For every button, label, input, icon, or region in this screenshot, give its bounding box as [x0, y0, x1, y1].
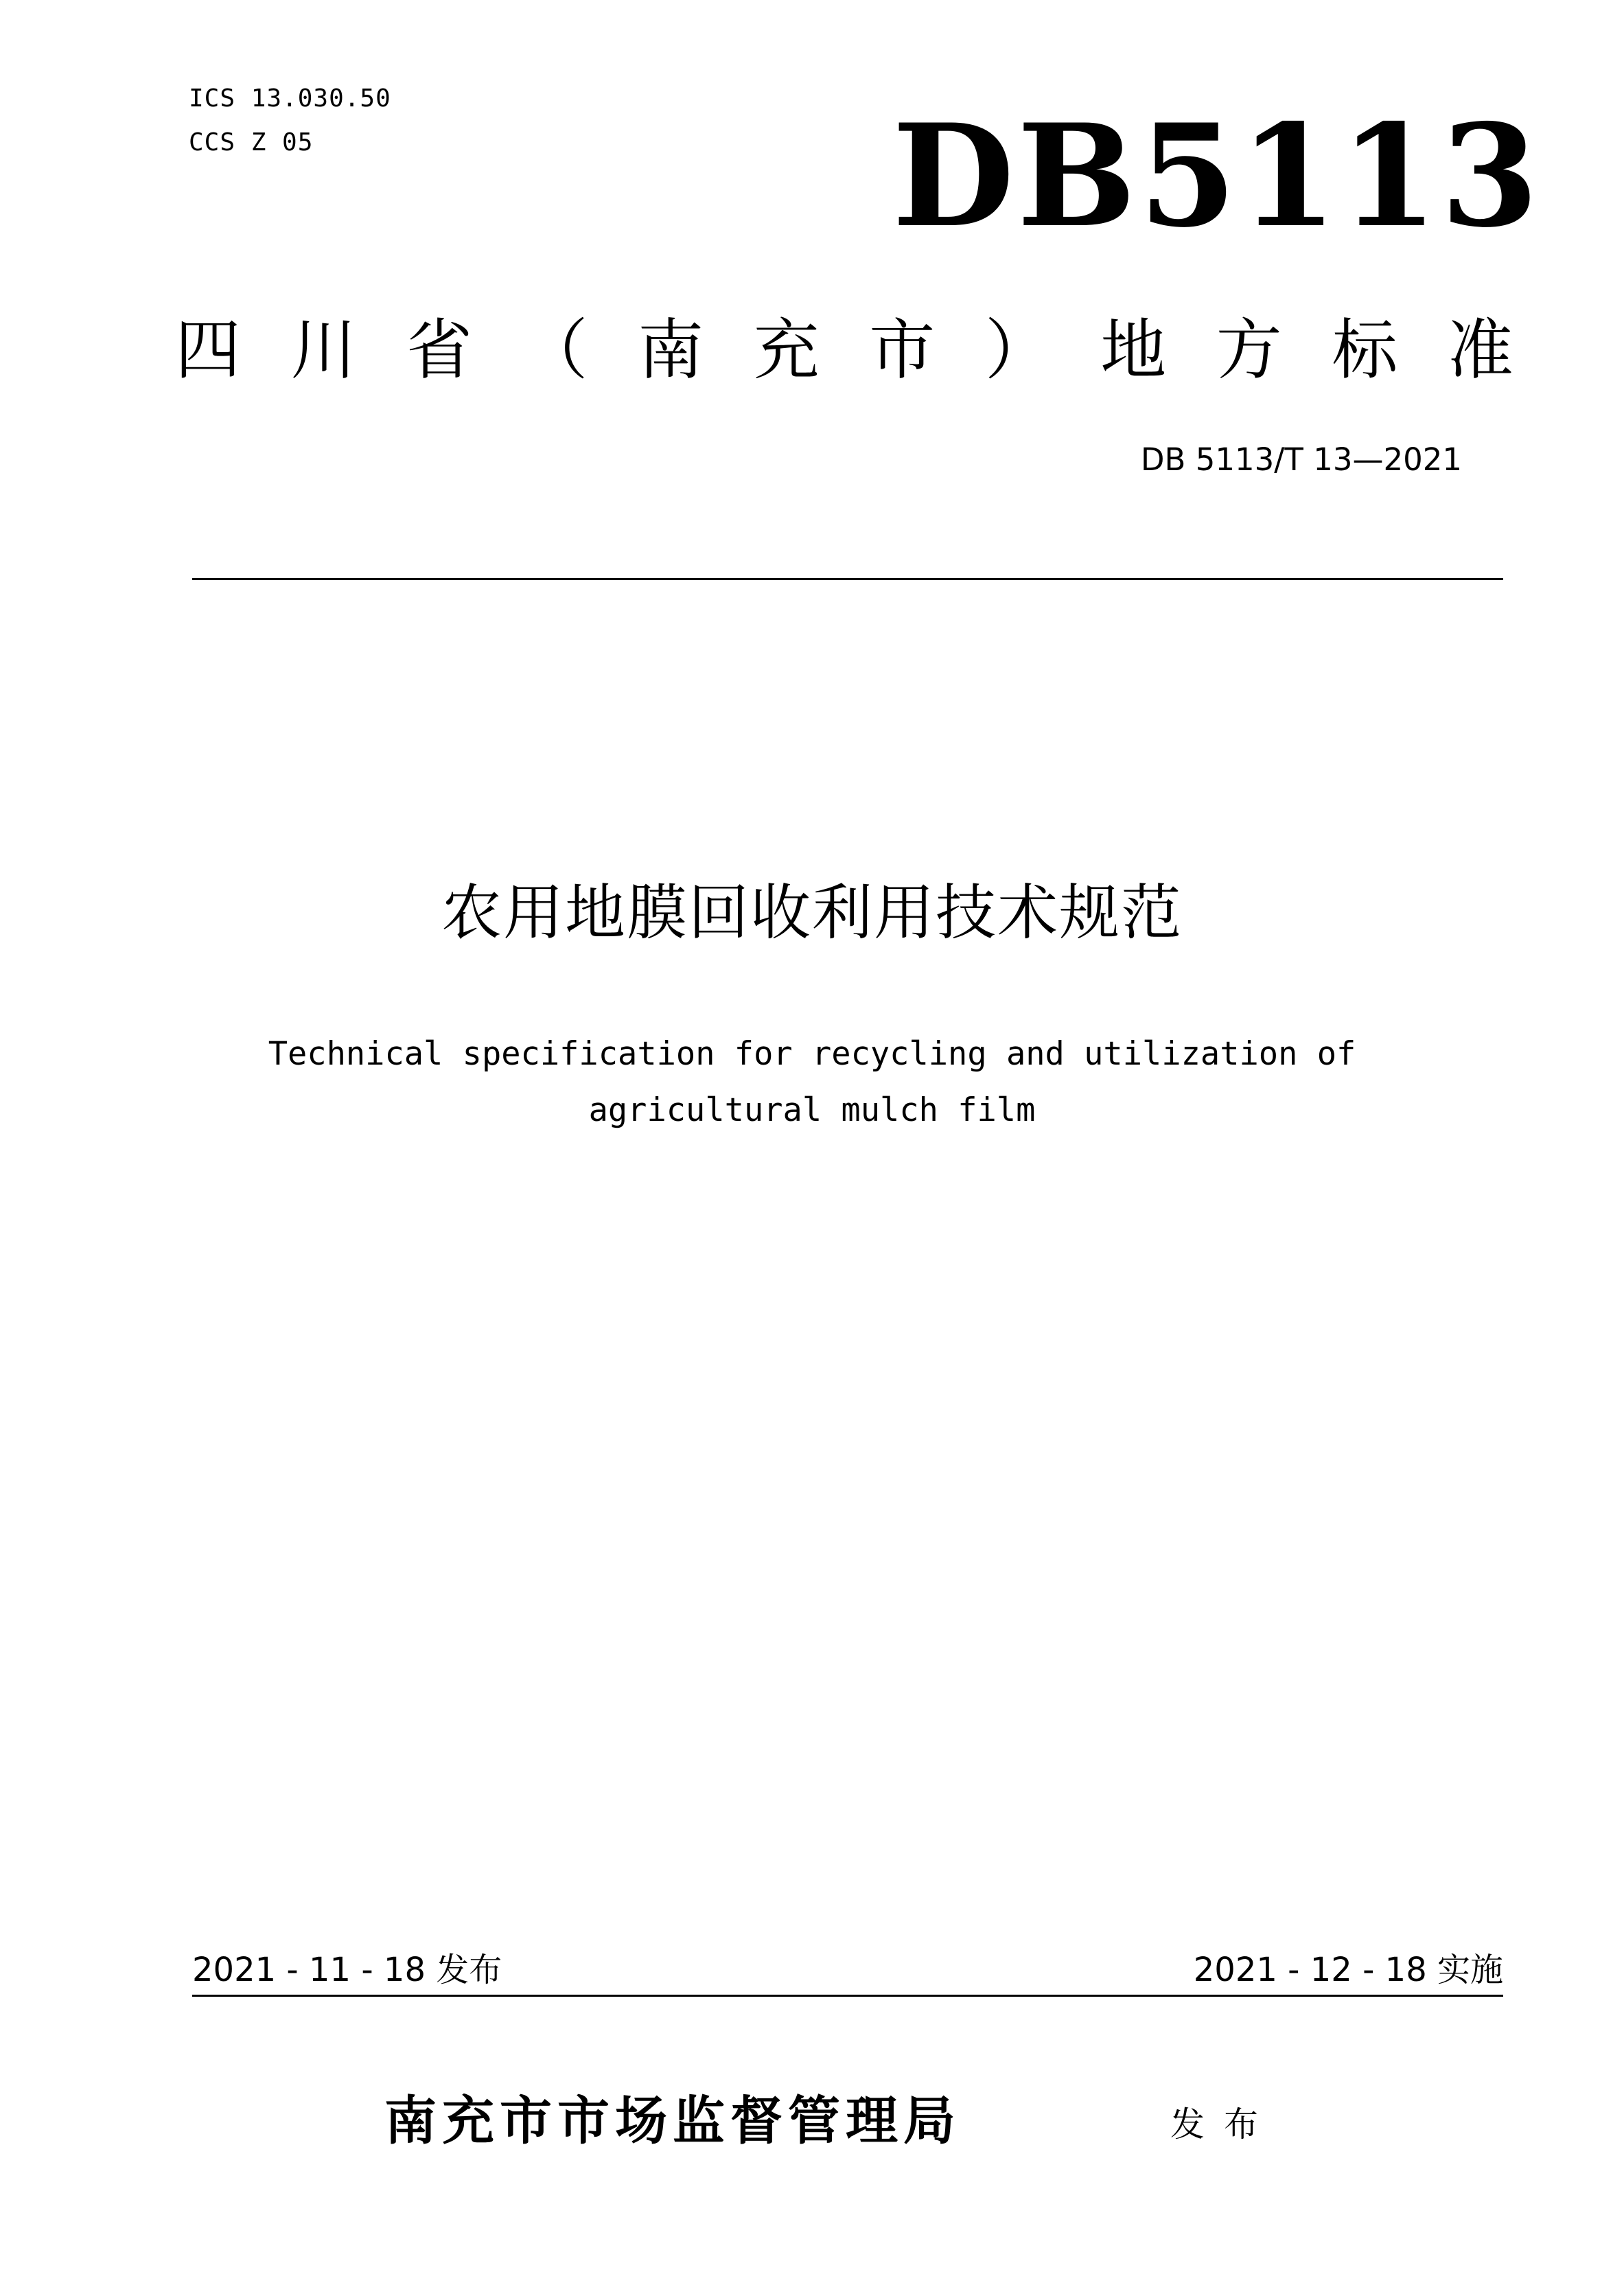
level-title-char: 地 [1100, 312, 1167, 389]
standard-number: DB 5113/T 13—2021 [1140, 441, 1462, 478]
level-title-char: 标 [1332, 312, 1398, 389]
publish-label: 发布 [1170, 2104, 1277, 2144]
english-title [137, 1026, 1487, 1139]
level-title-char: 南 [638, 312, 704, 389]
english-title-line1: Technical specification for recycling and utilization of [268, 1035, 1356, 1073]
level-title-char: ） [984, 312, 1051, 389]
top-divider [192, 578, 1503, 580]
level-title-char: 方 [1216, 312, 1282, 389]
english-title-line2: agricultural mulch film [588, 1091, 1036, 1129]
implementation-date: 2021 - 12 - 18 实施 [1193, 1951, 1503, 1989]
classification-codes [189, 77, 391, 165]
bottom-divider [192, 1995, 1503, 1997]
level-title-char: （ [522, 312, 588, 389]
issue-date: 2021 - 11 - 18 发布 [192, 1951, 502, 1989]
level-title-char: 川 [290, 312, 357, 389]
db-mark: DB5113 [892, 94, 1542, 259]
level-title-char: 省 [406, 312, 473, 389]
standard-level-title [175, 309, 1513, 391]
ics-code: ICS 13.030.50 [189, 84, 391, 113]
level-title-char: 四 [175, 312, 241, 389]
level-title-char: 准 [1447, 312, 1513, 389]
level-title-char: 充 [753, 312, 820, 389]
chinese-title: 农用地膜回收利用技术规范 [441, 877, 1183, 948]
publisher-name: 南充市市场监督管理局 [384, 2090, 961, 2151]
level-title-char: 市 [869, 312, 936, 389]
ccs-code: CCS Z 05 [189, 128, 314, 156]
